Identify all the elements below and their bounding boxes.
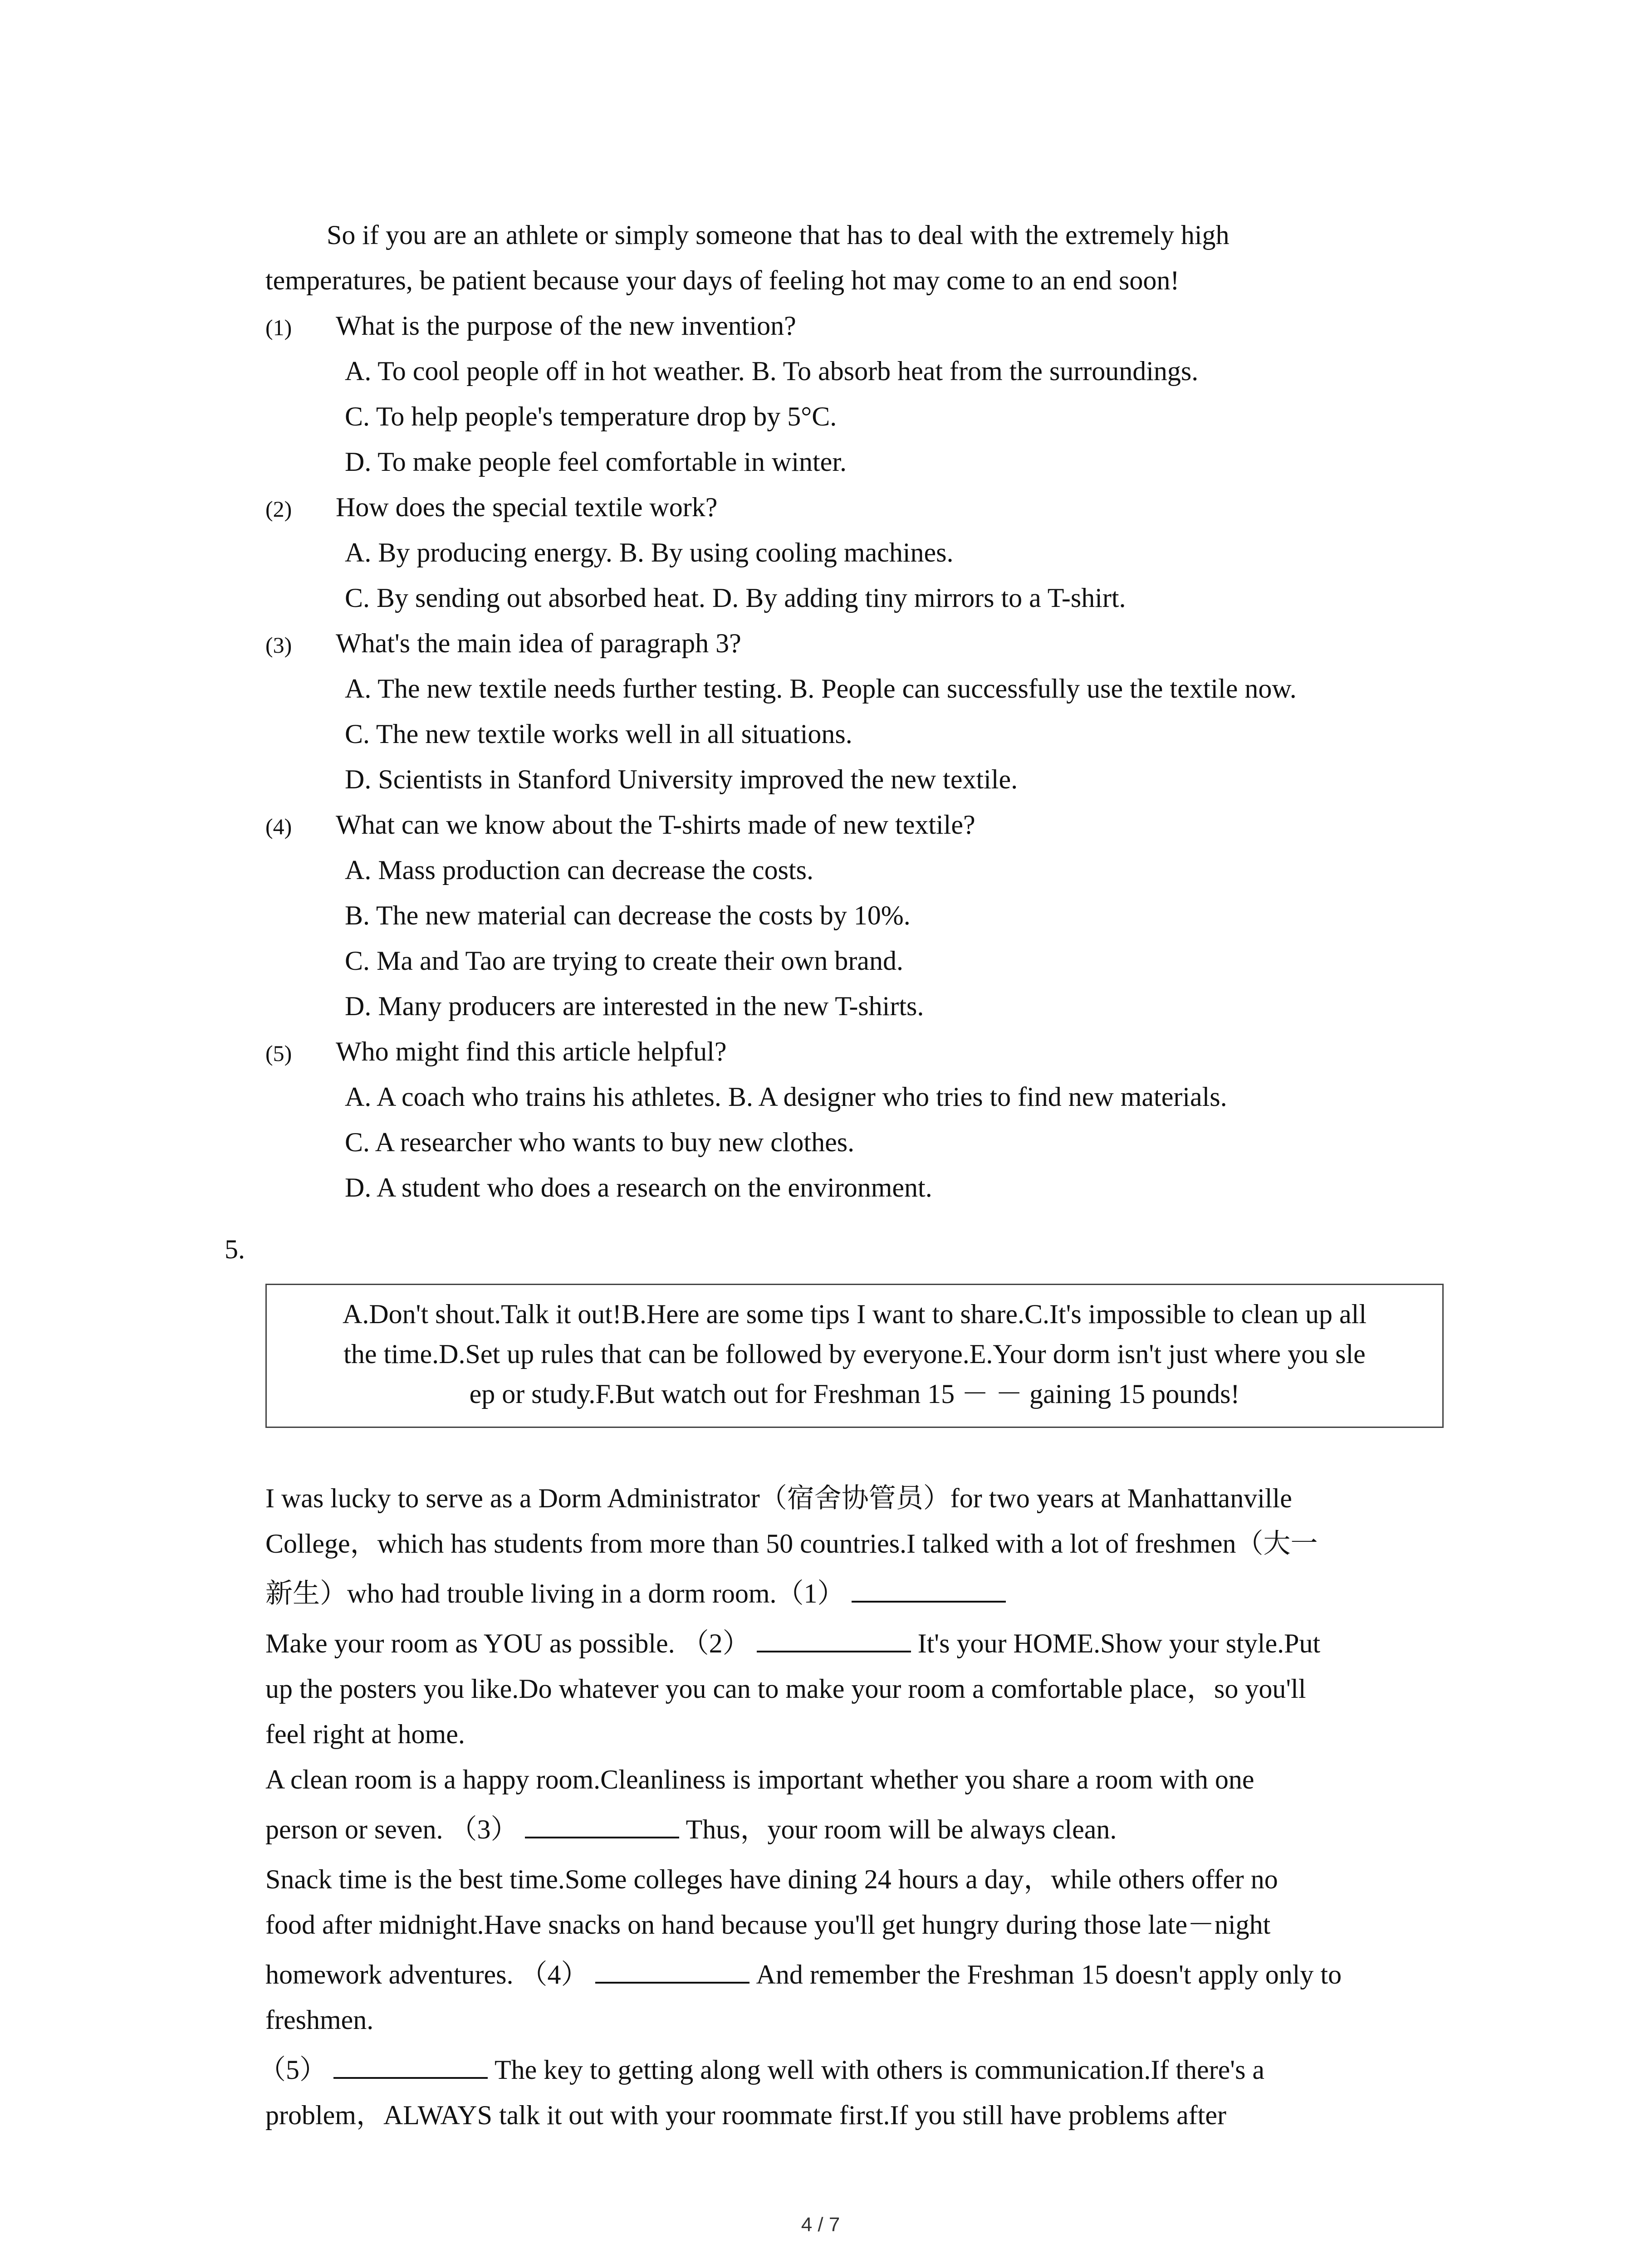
passage-line: up the posters you like.Do whatever you can to make your room a comfortable place，so you'll <box>265 1674 1306 1704</box>
passage-line: food after midnight.Have snacks on hand because you'll get hungry during those late－night <box>265 1910 1271 1940</box>
passage-line: freshmen. <box>265 2005 374 2035</box>
passage-line: Snack time is the best time.Some colleges have dining 24 hours a day，while others offer no <box>265 1864 1278 1894</box>
answer-blank-4[interactable] <box>595 1956 749 1984</box>
passage-text: person or seven. （3） <box>265 1814 518 1844</box>
passage-line: problem，ALWAYS talk it out with your roommate first.If you still have problems after <box>265 2100 1226 2130</box>
answer-option-line: A. The new textile needs further testing. B. People can successfully use the textile now. <box>345 674 1297 704</box>
question-number: (1) <box>265 315 292 340</box>
question-number: (4) <box>265 814 292 839</box>
answer-blank-1[interactable] <box>852 1575 1006 1603</box>
answer-option-line: A. A coach who trains his athletes. B. A designer who tries to find new materials. <box>345 1082 1227 1112</box>
answer-option-line: D. Many producers are interested in the new T-shirts. <box>345 991 924 1021</box>
passage-text: And remember the Freshman 15 doesn't apply only to <box>756 1960 1342 1989</box>
question-text: What's the main idea of paragraph 3? <box>336 628 741 658</box>
question-text: Who might find this article helpful? <box>336 1036 727 1066</box>
question-text: What is the purpose of the new invention? <box>336 311 796 341</box>
answer-blank-5[interactable] <box>333 2052 488 2079</box>
passage-line: I was lucky to serve as a Dorm Administrator（宿舍协管员）for two years at Manhattanville <box>265 1483 1292 1513</box>
answer-option-line: B. The new material can decrease the costs by 10%. <box>345 900 911 930</box>
answer-option-line: C. Ma and Tao are trying to create their own brand. <box>345 946 903 976</box>
passage-line-with-blank <box>259 2047 1264 2092</box>
answer-option-line: C. To help people's temperature drop by 5°C. <box>345 401 837 431</box>
passage-line-with-blank <box>265 1807 1117 1852</box>
passage-line-with-blank <box>265 1621 1320 1666</box>
passage-text: homework adventures. （4） <box>265 1960 588 1989</box>
options-box-line: the time.D.Set up rules that can be followed by everyone.E.Your dorm isn't just where you sle <box>343 1339 1366 1369</box>
passage-text: The key to getting along well with others is communication.If there's a <box>495 2055 1265 2085</box>
passage-line: College，which has students from more than 50 countries.I talked with a lot of freshmen（大一 <box>265 1529 1318 1559</box>
passage-text: 新生）who had trouble living in a dorm room.（1） <box>265 1579 845 1608</box>
answer-blank-3[interactable] <box>525 1811 679 1838</box>
answer-option-line: C. By sending out absorbed heat. D. By adding tiny mirrors to a T-shirt. <box>345 583 1126 613</box>
answer-blank-2[interactable] <box>757 1625 911 1652</box>
section-number: 5. <box>225 1234 245 1264</box>
passage-text: Make your room as YOU as possible. （2） <box>265 1628 750 1658</box>
passage-text: （5） <box>259 2055 327 2085</box>
answer-option-line: D. To make people feel comfortable in winter. <box>345 447 847 477</box>
options-box-line: A.Don't shout.Talk it out!B.Here are some tips I want to share.C.It's impossible to clean up all <box>342 1299 1367 1329</box>
passage-text: It's your HOME.Show your style.Put <box>917 1628 1321 1658</box>
intro-line-2: temperatures, be patient because your days of feeling hot may come to an end soon! <box>265 265 1180 295</box>
question-text: How does the special textile work? <box>336 492 718 522</box>
page-number: 4 / 7 <box>801 2214 840 2236</box>
intro-line-1: So if you are an athlete or simply someone that has to deal with the extremely high <box>327 220 1230 250</box>
answer-option-line: D. Scientists in Stanford University improved the new textile. <box>345 764 1018 794</box>
question-number: (5) <box>265 1041 292 1066</box>
answer-option-line: C. The new textile works well in all situations. <box>345 719 852 749</box>
passage-line-with-blank <box>265 1952 1342 1997</box>
passage-line-with-blank <box>265 1571 1006 1616</box>
passage-line: A clean room is a happy room.Cleanliness is important whether you share a room with one <box>265 1765 1254 1794</box>
answer-option-line: A. Mass production can decrease the costs. <box>345 855 814 885</box>
passage-text: Thus，your room will be always clean. <box>686 1814 1117 1844</box>
passage-line: feel right at home. <box>265 1719 465 1749</box>
answer-option-line: A. To cool people off in hot weather. B. To absorb heat from the surroundings. <box>345 356 1199 386</box>
question-number: (2) <box>265 496 292 522</box>
answer-option-line: A. By producing energy. B. By using cooling machines. <box>345 538 954 567</box>
options-box <box>265 1284 1444 1428</box>
question-text: What can we know about the T-shirts made of new textile? <box>336 810 975 840</box>
answer-option-line: C. A researcher who wants to buy new clothes. <box>345 1127 855 1157</box>
question-number: (3) <box>265 632 292 658</box>
answer-option-line: D. A student who does a research on the environment. <box>345 1173 932 1202</box>
options-box-line: ep or study.F.But watch out for Freshman 15 － － gaining 15 pounds! <box>469 1379 1240 1409</box>
